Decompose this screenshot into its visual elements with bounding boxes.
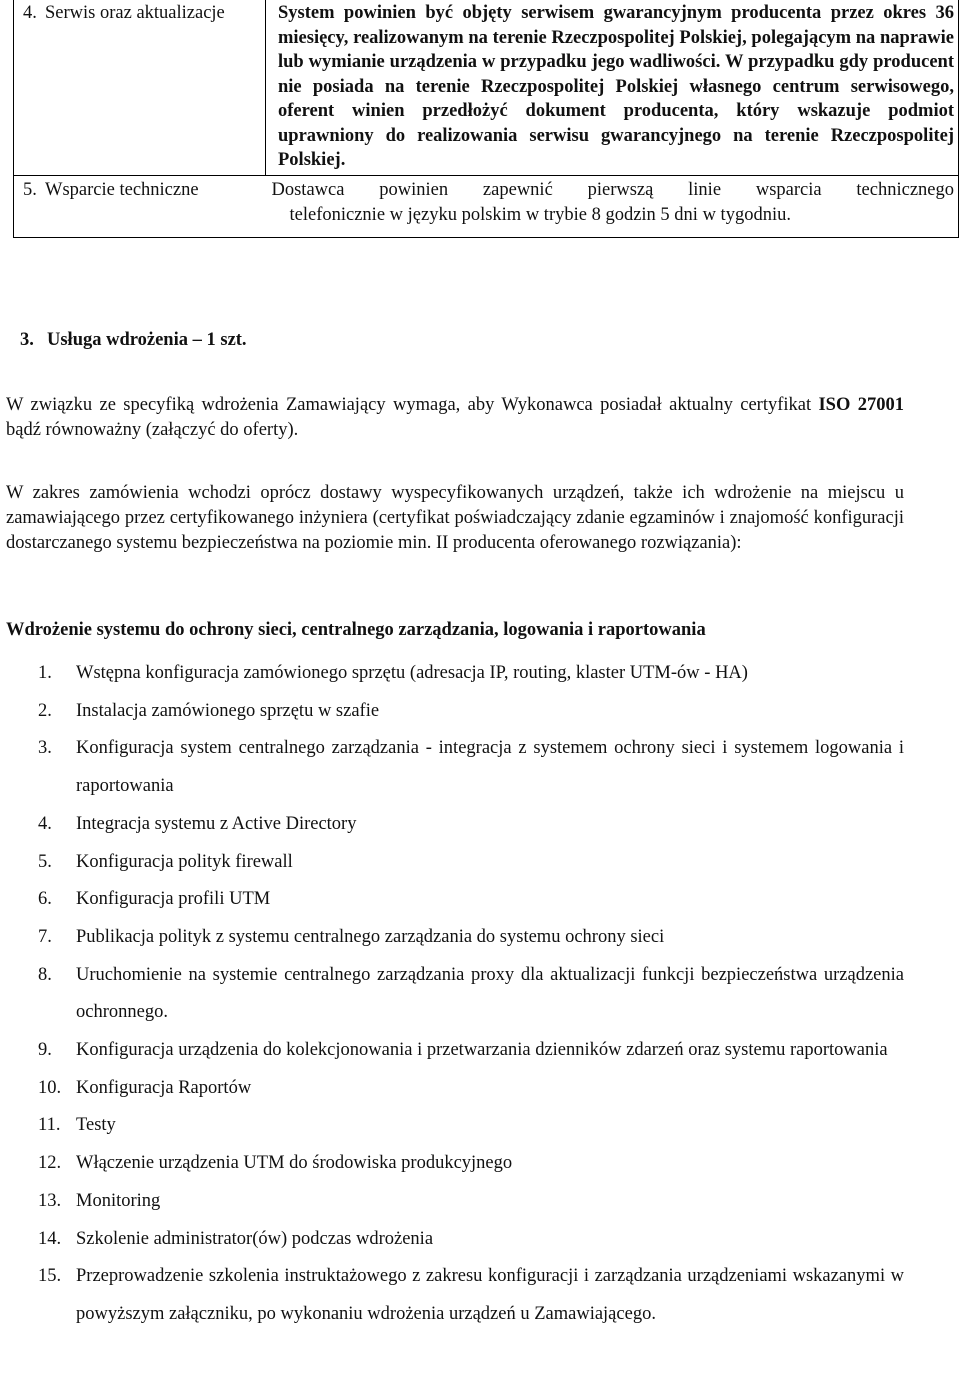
list-item bbox=[6, 844, 904, 882]
scope-paragraph: W zakres zamówienia wchodzi oprócz dostawy wyspecyfikowanych urządzeń, także ich wdrożenie na miejscu u zamawiającego przez certyfikowanego inżyniera (certyfikat poświadczający zdanie egzaminów i znajomość konfiguracji dostarczanego systemu bezpieczeństwa na poziomie min. II producenta oferowanego rozwiązania): bbox=[6, 483, 904, 553]
list-item-text: Konfiguracja profili UTM bbox=[76, 889, 271, 910]
list-item-number: 6. bbox=[38, 889, 52, 910]
list-item-text: Uruchomienie na systemie centralnego zarządzania proxy dla aktualizacji funkcji bezpieczeństwa urządzenia ochronnego. bbox=[76, 964, 904, 1023]
implementation-steps-list bbox=[6, 655, 904, 1334]
list-item bbox=[6, 919, 904, 957]
row-number: 4. bbox=[14, 0, 46, 175]
row-number: 5. bbox=[14, 175, 46, 237]
list-item bbox=[6, 693, 904, 731]
list-item-text: Konfiguracja system centralnego zarządzania - integracja z systemem ochrony sieci i systemem logowania i raportowania bbox=[76, 738, 904, 797]
list-item-number: 12. bbox=[38, 1153, 62, 1174]
list-item-number: 8. bbox=[38, 964, 52, 985]
list-item-number: 10. bbox=[38, 1077, 62, 1098]
row-name: Serwis oraz aktualizacje bbox=[45, 0, 266, 175]
section-number: 3. bbox=[20, 330, 34, 350]
table-row bbox=[14, 0, 959, 175]
list-item-number: 11. bbox=[38, 1115, 61, 1136]
subheading: Wdrożenie systemu do ochrony sieci, centralnego zarządzania, logowania i raportowania bbox=[6, 620, 706, 640]
list-item-number: 1. bbox=[38, 663, 52, 683]
paragraph-text: bądź równoważny (załączyć do oferty). bbox=[6, 420, 299, 440]
paragraph-text: W związku ze specyfiką wdrożenia Zamawiający wymaga, aby Wykonawca posiadał aktualny certyfikat bbox=[6, 395, 819, 415]
list-item-number: 14. bbox=[38, 1228, 62, 1249]
list-item-text: Włączenie urządzenia UTM do środowiska produkcyjnego bbox=[76, 1153, 513, 1174]
list-item-text: Przeprowadzenie szkolenia instruktażowego z zakresu konfiguracji i zarządzania urządzeniami wskazanymi w powyższym załączniku, po wykonaniu wdrożenia urządzeń u Zamawiającego. bbox=[76, 1266, 904, 1324]
list-item bbox=[6, 1070, 904, 1108]
list-item-number: 7. bbox=[38, 926, 52, 947]
list-item-text: Konfiguracja Raportów bbox=[76, 1077, 252, 1098]
row-description-line: telefonicznie w języku polskim w trybie 8 godzin 5 dni w tygodniu. bbox=[289, 204, 791, 225]
list-item-number: 3. bbox=[38, 738, 52, 759]
list-item bbox=[6, 1221, 904, 1259]
row-description: System powinien być objęty serwisem gwarancyjnym producenta przez okres 36 miesięcy, realizowanym na terenie Rzeczpospolitej Polskiej, polegającym na naprawie lub wymianie urządzenia w przypadku jego wadliwości. W przypadku gdy producent nie posiada na terenie Rzeczpospolitej Polskiej własnego centrum serwisowego, oferent winien przedłożyć dokument producenta, który wskazuje podmiot uprawniony do realizowania serwisu gwarancyjnego na terenie Rzeczpospolitej Polskiej. bbox=[266, 0, 959, 175]
list-item bbox=[6, 1107, 904, 1145]
list-item-text: Instalacja zamówionego sprzętu w szafie bbox=[76, 700, 380, 721]
section-title bbox=[20, 330, 247, 351]
row-description-line: Dostawca powinien zapewnić pierwszą linie wsparcia technicznego bbox=[271, 179, 954, 200]
list-item bbox=[6, 655, 904, 693]
list-item-text: Konfiguracja polityk firewall bbox=[76, 851, 293, 872]
certificate-paragraph bbox=[6, 393, 904, 443]
row-name: Wsparcie techniczne bbox=[45, 175, 266, 237]
list-item-number: 15. bbox=[38, 1266, 62, 1287]
list-item-text: Testy bbox=[76, 1115, 116, 1136]
list-item-text: Integracja systemu z Active Directory bbox=[76, 813, 357, 834]
list-item bbox=[6, 1183, 904, 1221]
list-item-number: 9. bbox=[38, 1040, 52, 1061]
list-item bbox=[6, 730, 904, 805]
list-item bbox=[6, 881, 904, 919]
list-item-text: Konfiguracja urządzenia do kolekcjonowania i przetwarzania dzienników zdarzeń oraz systemu raportowania bbox=[76, 1040, 888, 1061]
list-item-number: 13. bbox=[38, 1190, 62, 1211]
list-item-number: 5. bbox=[38, 851, 52, 872]
list-item bbox=[6, 1258, 904, 1333]
list-item bbox=[6, 1145, 904, 1183]
row-description bbox=[266, 175, 959, 237]
list-item-number: 4. bbox=[38, 813, 52, 834]
list-item-text: Wstępna konfiguracja zamówionego sprzętu (adresacja IP, routing, klaster UTM-ów - HA) bbox=[76, 663, 748, 683]
list-item-text: Publikacja polityk z systemu centralnego zarządzania do systemu ochrony sieci bbox=[76, 926, 665, 947]
list-item bbox=[6, 806, 904, 844]
paragraph-bold-text: ISO 27001 bbox=[818, 395, 904, 415]
table-row bbox=[14, 175, 959, 237]
list-item-text: Monitoring bbox=[76, 1190, 161, 1211]
list-item bbox=[6, 957, 904, 1032]
list-item-number: 2. bbox=[38, 700, 52, 721]
list-item bbox=[6, 1032, 904, 1070]
list-item-text: Szkolenie administrator(ów) podczas wdrożenia bbox=[76, 1228, 434, 1249]
section-title-text: Usługa wdrożenia – 1 szt. bbox=[47, 330, 247, 350]
requirements-table bbox=[13, 0, 959, 238]
